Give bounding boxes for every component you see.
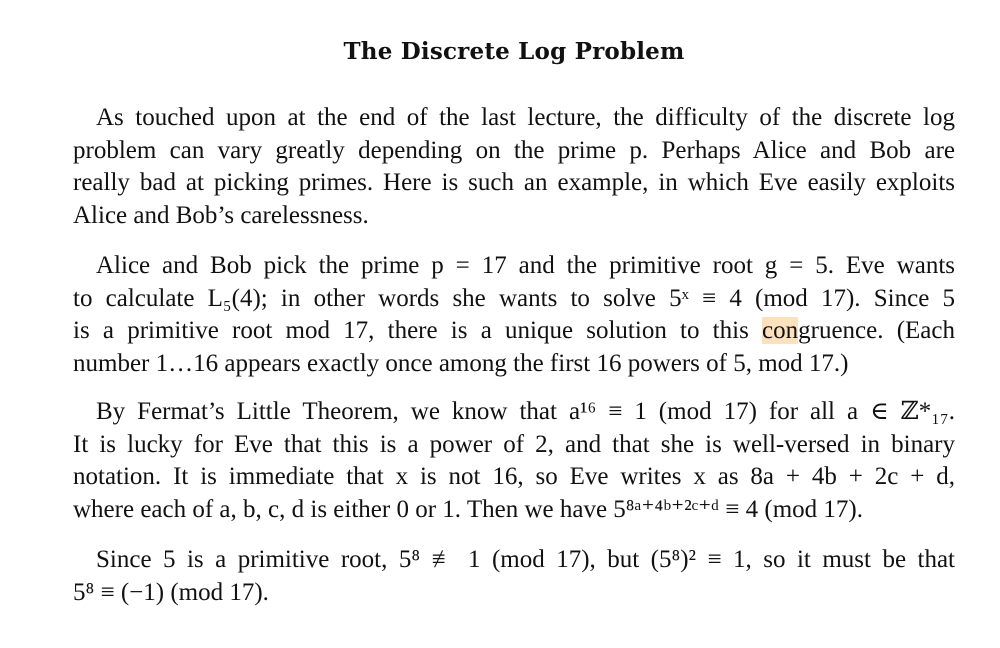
paragraph-2 xyxy=(73,250,955,380)
paragraph-line: to calculate L₅(4); in other words she wants to solve 5ˣ ≡ 4 (mod 17). Since 5 xyxy=(73,284,955,312)
paragraph-line: Alice and Bob’s carelessness. xyxy=(73,201,369,229)
paragraph-line: where each of a, b, c, d is either 0 or 1. Then we have 5⁸ᵃ⁺⁴ᵇ⁺²ᶜ⁺ᵈ ≡ 4 (mod 17). xyxy=(73,495,864,523)
line-text-after-highlight: gruence. (Each xyxy=(798,317,955,344)
paragraph-1 xyxy=(73,102,955,232)
paragraph-line-with-highlight xyxy=(73,315,955,348)
paragraph-3 xyxy=(73,396,955,526)
paragraph-line: Alice and Bob pick the prime p = 17 and the primitive root g = 5. Eve wants xyxy=(96,252,955,279)
paragraph-line: It is lucky for Eve that this is a power of 2, and that she is well-versed in binary xyxy=(73,430,955,458)
line-text-before-highlight: is a primitive root mod 17, there is a unique solution to this xyxy=(73,317,763,344)
page-title: The Discrete Log Problem xyxy=(343,38,685,65)
paragraph-line: really bad at picking primes. Here is such an example, in which Eve easily exploits xyxy=(73,169,955,196)
paragraph-line: Since 5 is a primitive root, 5⁸ ≢ 1 (mod 17), but (5⁸)² ≡ 1, so it must be that xyxy=(96,546,955,573)
highlighted-text[interactable]: con xyxy=(762,317,799,344)
paragraph-4 xyxy=(73,544,955,609)
paragraph-line: notation. It is immediate that x is not 16, so Eve writes x as 8a + 4b + 2c + d, xyxy=(73,463,955,490)
paragraph-line: 5⁸ ≡ (−1) (mod 17). xyxy=(73,578,269,606)
paragraph-line: By Fermat’s Little Theorem, we know that a¹⁶ ≡ 1 (mod 17) for all a ∈ ℤ*₁₇. xyxy=(96,398,955,425)
paragraph-line: number 1…16 appears exactly once among the first 16 powers of 5, mod 17.) xyxy=(73,349,849,377)
paragraph-line: problem can vary greatly depending on the prime p. Perhaps Alice and Bob are xyxy=(73,136,955,164)
paragraph-line: As touched upon at the end of the last lecture, the difficulty of the discrete log xyxy=(96,104,955,131)
